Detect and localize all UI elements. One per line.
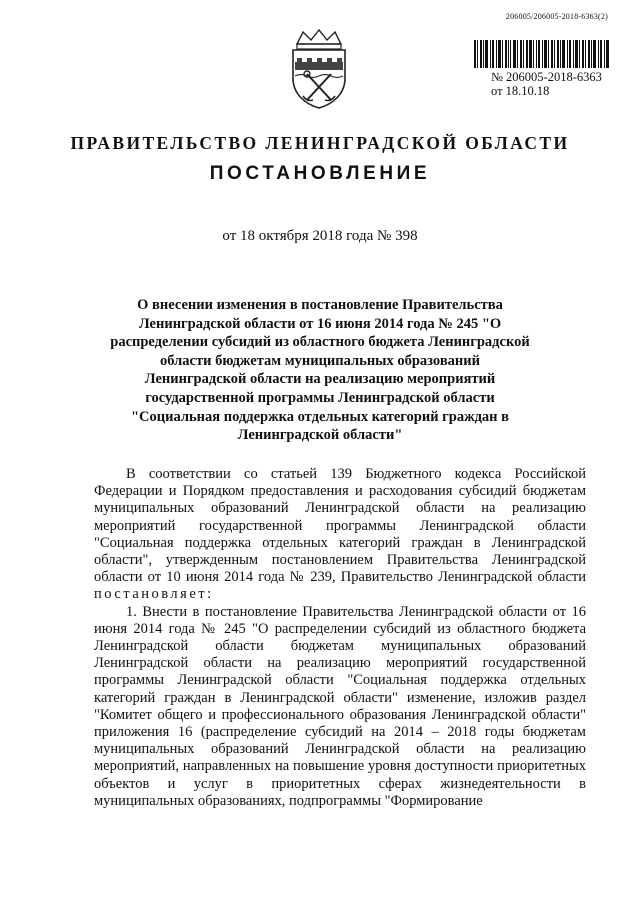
organization-name: ПРАВИТЕЛЬСТВО ЛЕНИНГРАДСКОЙ ОБЛАСТИ [70,133,570,153]
paragraph-item-1: 1. Внести в постановление Правительства Ленинградской области от 16 июня 2014 года № 245 "О распределении субсидий из областного бюджета Ленинградской области бюджетам муниципальных образований Ленинградской области на реализацию мероприятий государственной программы Ленинградской области "Социальная поддержка отдельных категорий граждан в Ленинградской области" изменение, изложив раздел "Комитет общего и профессионального образования Ленинградской области" приложения 16 (распределение субсидий на 2014 – 2018 годы бюджетам муниципальных образований Ленинградской области на реализацию мероприятий, направленных на повышение уровня доступности приоритетных объектов и услуг в приоритетных сферах жизнедеятельности в муниципальных образованиях, подпрограммы "Формирование [94,603,586,809]
barcode-image [474,40,610,68]
document-type: ПОСТАНОВЛЕНИЕ [209,163,431,184]
registration-block [491,70,602,98]
top-reference-number: 206005/206005-2018-6363(2) [505,12,608,21]
coat-of-arms-icon [285,28,353,110]
resolution-verb: постановляет: [94,586,214,603]
registration-date: от 18.10.18 [491,84,550,98]
registration-number: № 206005-2018-6363 [491,70,602,84]
paragraph-preamble [94,466,586,604]
document-date-number: от 18 октября 2018 года № 398 [222,228,418,244]
document-title: О внесении изменения в постановление Правительства Ленинградской области от 16 июня 2014 года № 245 "О распределении субсидий из областного бюджета Ленинградской области бюджетам муниципальных образований Ленинградской области на реализацию мероприятий государственной программы Ленинградской области "Социальная поддержка отдельных категорий граждан в Ленинградской области" [110,297,530,444]
preamble-text: В соответствии со статьей 139 Бюджетного кодекса Российской Федерации и Порядком предоставления и расходования субсидий бюджетам муниципальных образований Ленинградской области на реализацию мероприятий государственной программы Ленинградской области "Социальная поддержка отдельных категорий граждан в Ленинградской области", утвержденным постановлением Правительства Ленинградской области от 10 июня 2014 года № 239, Правительство Ленинградской области [94,466,586,586]
document-body [94,466,586,810]
